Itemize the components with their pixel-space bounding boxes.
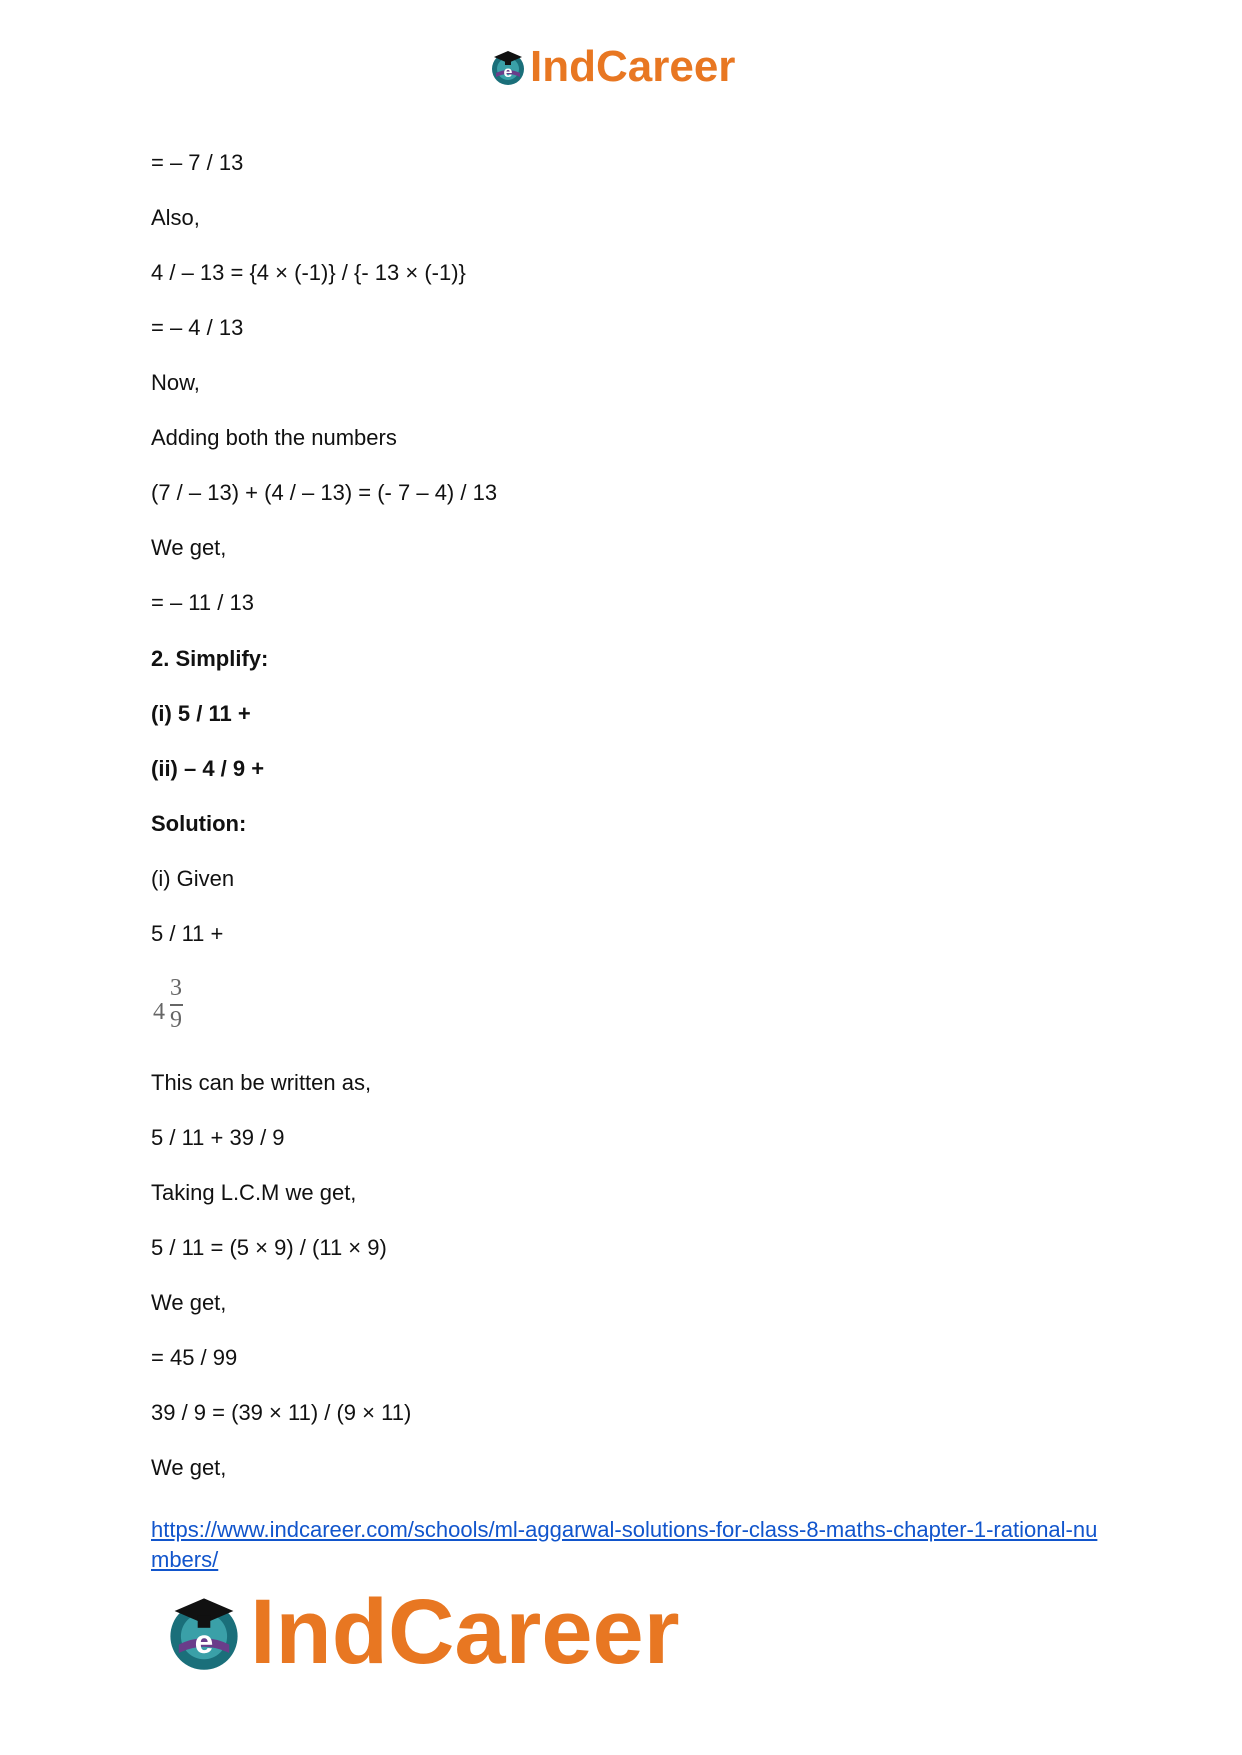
text-line: (i) Given bbox=[151, 866, 235, 891]
question-part: (ii) – 4 / 9 + bbox=[151, 756, 265, 781]
text-line: 5 / 11 = (5 × 9) / (11 × 9) bbox=[151, 1235, 387, 1260]
mixed-fraction bbox=[151, 975, 191, 1039]
text-line: Now, bbox=[151, 370, 200, 395]
text-line: 39 / 9 = (39 × 11) / (9 × 11) bbox=[151, 1400, 412, 1425]
footer-logo bbox=[162, 1582, 680, 1682]
text-line: This can be written as, bbox=[151, 1070, 372, 1095]
text-line: = – 4 / 13 bbox=[151, 315, 244, 340]
text-line: 5 / 11 + 39 / 9 bbox=[151, 1125, 285, 1150]
text-line: = – 11 / 13 bbox=[151, 590, 254, 615]
question-part: (i) 5 / 11 + bbox=[151, 701, 251, 726]
text-line: = – 7 / 13 bbox=[151, 150, 244, 175]
graduation-cap-globe-icon bbox=[162, 1590, 246, 1674]
mixed-fraction-denominator: 9 bbox=[170, 1007, 182, 1033]
solution-heading: Solution: bbox=[151, 811, 247, 836]
text-line: (7 / – 13) + (4 / – 13) = (- 7 – 4) / 13 bbox=[151, 480, 498, 505]
question-heading: 2. Simplify: bbox=[151, 646, 269, 671]
text-line: Adding both the numbers bbox=[151, 425, 397, 450]
text-line: = 45 / 99 bbox=[151, 1345, 238, 1370]
text-line: 4 / – 13 = {4 × (-1)} / {- 13 × (-1)} bbox=[151, 260, 466, 285]
mixed-fraction-numerator: 3 bbox=[170, 975, 182, 1001]
footer-logo-text: IndCareer bbox=[250, 1581, 680, 1683]
text-line: 5 / 11 + bbox=[151, 921, 224, 946]
fraction-bar bbox=[170, 1004, 183, 1006]
header-logo bbox=[488, 42, 735, 92]
text-line: We get, bbox=[151, 1290, 227, 1315]
svg-text:e: e bbox=[194, 1624, 214, 1661]
text-line: We get, bbox=[151, 535, 227, 560]
text-line: Taking L.C.M we get, bbox=[151, 1180, 357, 1205]
graduation-cap-globe-icon bbox=[488, 47, 528, 87]
svg-text:e: e bbox=[503, 64, 513, 81]
text-line: We get, bbox=[151, 1455, 227, 1480]
source-link[interactable]: https://www.indcareer.com/schools/ml-aggarwal-solutions-for-class-8-maths-chapter-1-rational-numbers/ bbox=[151, 1517, 1098, 1572]
text-line: Also, bbox=[151, 205, 200, 230]
header-logo-text: IndCareer bbox=[530, 42, 736, 91]
mixed-fraction-whole: 4 bbox=[153, 999, 165, 1025]
